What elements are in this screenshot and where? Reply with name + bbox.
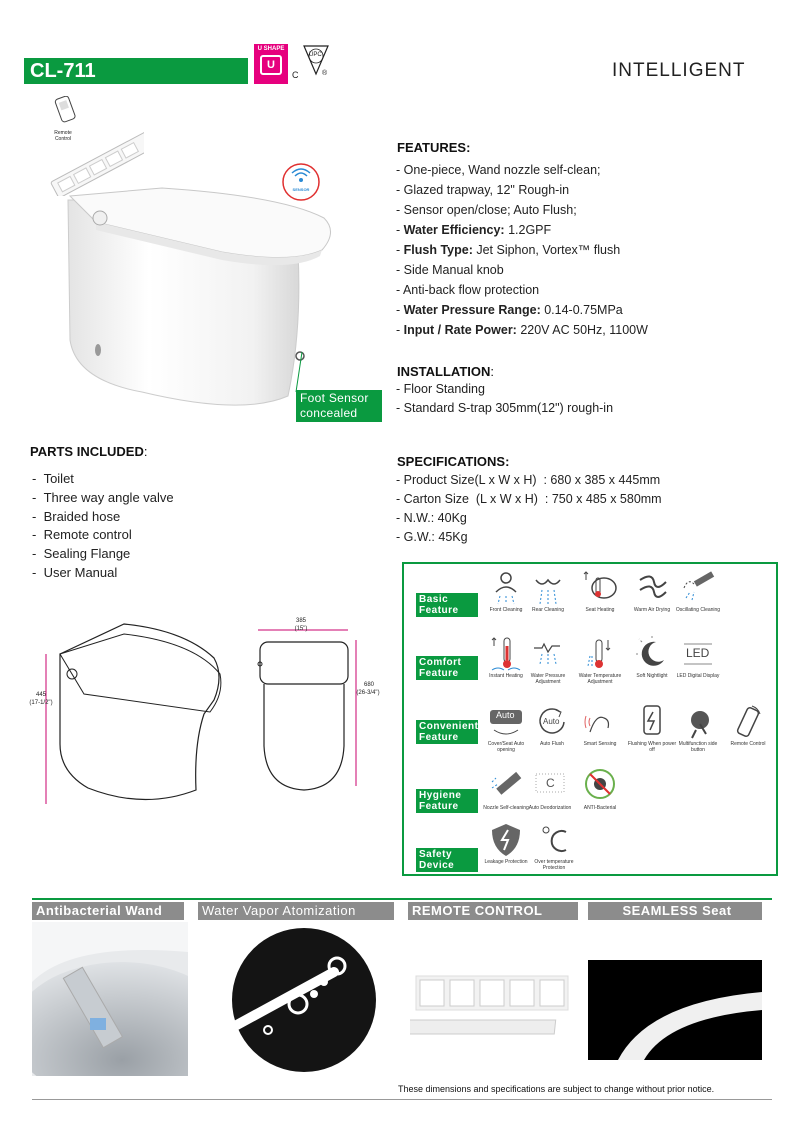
water-vapor-photo [214,922,384,1076]
strip-seamless-seat: SEAMLESS Seat [588,902,762,920]
disclaimer-footnote: These dimensions and specifications are subject to change without prior notice. [398,1084,715,1094]
feature-leakage-protection: Leakage Protection [480,822,532,865]
deodor-text: C [546,776,555,790]
feature-seat-heating: Seat Heating [574,570,626,613]
feature-item: - One-piece, Wand nozzle self-clean; [396,163,601,177]
feature-item: - Water Pressure Range: 0.14-0.75MPa [396,303,623,317]
width-in-label: (15") [294,626,308,632]
feature-power-off-flush: Flushing When power off [626,704,678,753]
upc-cert-badge [300,44,332,87]
part-item: - Braided hose [32,508,121,524]
feature-water-pressure: Water Pressure Adjustment [522,636,574,685]
width-mm-label: 385 [295,618,306,624]
footer-line [32,1099,772,1100]
category-hygiene: Hygiene Feature [416,789,478,813]
top-view-drawing [246,616,386,796]
feature-item: - Sensor open/close; Auto Flush; [396,203,577,217]
foot-sensor-line1: Foot Sensor [300,391,369,405]
led-text: LED [686,646,710,660]
feature-front-cleaning: Front Cleaning [480,570,532,613]
category-title: INTELLIGENT [612,60,746,81]
front-cleaning-icon [488,570,524,606]
installation-list [396,380,613,418]
feature-item: - Anti-back flow protection [396,283,540,297]
installation-item: - Floor Standing [396,382,485,396]
feature-deodorization: C Auto Deodorization [524,768,576,811]
water-pressure-icon [530,636,566,672]
remote-control-icon [730,704,766,740]
spec-item: - G.W.: 45Kg [396,530,468,544]
feature-oscillating-cleaning: Oscillating Cleaning [672,570,724,613]
parts-list [32,470,174,583]
side-button-icon [680,704,716,740]
specifications-title: SPECIFICATIONS: [397,454,510,469]
side-view-drawing [24,614,230,812]
features-title: FEATURES: [397,140,471,155]
feature-water-temperature: Water Temperature Adjustment [574,636,626,685]
feature-led-display: LED LED Digital Display [672,636,724,679]
soft-nightlight-icon [634,636,670,672]
height-mm-label: 445 [35,692,46,698]
warm-air-drying-icon [634,570,670,606]
upc-cert-label: UPC [309,52,322,58]
antibacterial-icon [582,768,618,804]
feature-soft-nightlight: Soft Nightlight [626,636,678,679]
seat-heating-icon [582,570,618,606]
length-mm-label: 680 [363,682,374,688]
installation-item: - Standard S-trap 305mm(12") rough-in [396,401,614,415]
foot-sensor-label [296,390,382,422]
remote-control-photo [410,922,574,1076]
features-list [396,160,776,340]
cert-c-mark: C [292,70,299,80]
strip-water-vapor: Water Vapor Atomization [198,902,394,920]
feature-item: - Side Manual knob [396,263,504,277]
over-temperature-icon [536,822,572,858]
feature-auto-open: Auto Cover/Seat Auto opening [480,704,532,753]
u-shape-cert-mark: U [260,55,282,75]
remote-label: Remote Control [54,130,72,142]
part-item: - User Manual [32,564,118,580]
category-basic: Basic Feature [416,593,478,617]
feature-instant-heating: Instant Heating [480,636,532,679]
feature-smart-sensing: Smart Sensing [574,704,626,747]
antibacterial-wand-photo [32,922,188,1076]
sensor-pointer-line [294,352,306,392]
part-item: - Three way angle valve [32,489,174,505]
water-temperature-icon [582,636,618,672]
feature-item: - Flush Type: Jet Siphon, Vortex™ flush [396,243,621,257]
instant-heating-icon [488,636,524,672]
model-number: CL-711 [24,58,248,84]
smart-sensing-icon [582,704,618,740]
u-shape-cert-badge [254,44,288,84]
specifications-list [396,471,662,547]
spec-item: - N.W.: 40Kg [396,511,467,525]
sensor-badge [281,162,321,202]
feature-rear-cleaning: Rear Cleaning [522,570,574,613]
seamless-seat-photo [588,922,762,1076]
feature-auto-flush: Auto Auto Flush [526,704,578,747]
feature-remote-control: Remote Control [722,704,774,747]
feature-over-temperature: Over temperature Protection [528,822,580,871]
strip-remote-control: REMOTE CONTROL [408,902,578,920]
registered-mark: ® [322,70,328,77]
spec-item: - Carton Size (L x W x H) : 750 x 485 x 580mm [396,492,662,506]
height-in-label: (17-1/2") [29,700,53,706]
u-shape-cert-label: U SHAPE [257,46,285,52]
part-item: - Sealing Flange [32,546,131,562]
rear-cleaning-icon [530,570,566,606]
feature-icons-panel [402,562,778,876]
feature-item: - Water Efficiency: 1.2GPF [396,223,552,237]
feature-item: - Glazed trapway, 12" Rough-in [396,183,570,197]
auto-text: Auto [496,710,515,720]
power-off-flush-icon [634,704,670,740]
installation-title: INSTALLATION: [397,364,495,379]
length-in-label: (26-3/4") [356,690,380,696]
foot-sensor-line2: concealed [300,406,358,420]
parts-title: PARTS INCLUDED: [30,444,148,459]
leakage-protection-icon [488,822,524,858]
feature-nozzle-cleaning: Nozzle Self-cleaning [480,768,532,811]
category-comfort: Comfort Feature [416,656,478,680]
feature-warm-air-drying: Warm Air Drying [626,570,678,613]
spec-item: - Product Size(L x W x H) : 680 x 385 x 445mm [396,473,661,487]
auto-flush-text: Auto [543,717,560,726]
strip-antibacterial-wand: Antibacterial Wand [32,902,184,920]
sensor-badge-label: SENSOR [292,187,310,192]
feature-item: - Input / Rate Power: 220V AC 50Hz, 1100W [396,323,648,337]
feature-side-button: Multifunction side button [672,704,724,753]
oscillating-cleaning-icon [680,570,716,606]
bottom-divider [32,898,772,900]
category-convenient: Convenient Feature [416,720,478,744]
feature-antibacterial: ANTI-Bacterial [574,768,626,811]
nozzle-cleaning-icon [488,768,524,804]
category-safety: Safety Device [416,848,478,872]
part-item: - Remote control [32,527,132,543]
part-item: - Toilet [32,471,74,486]
